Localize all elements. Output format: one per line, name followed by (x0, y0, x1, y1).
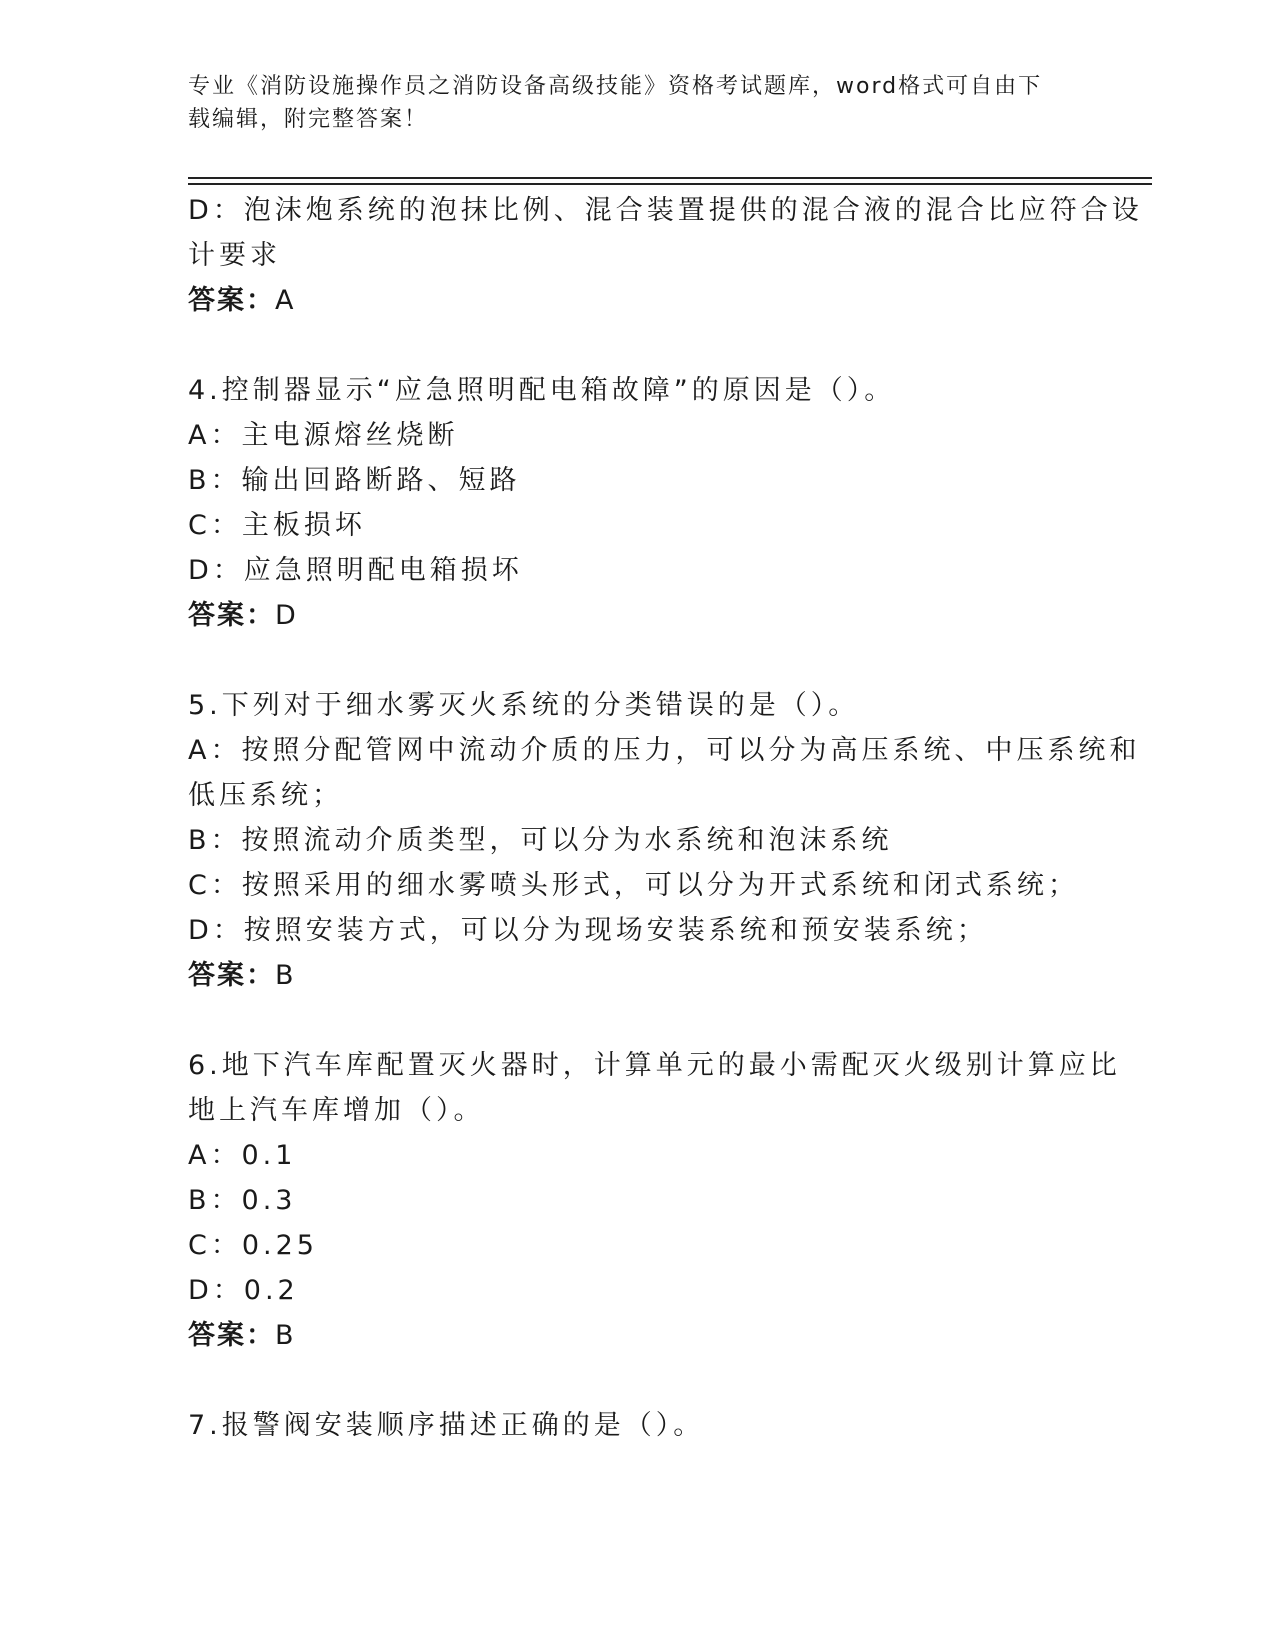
question-7 (188, 1403, 1088, 1448)
question-stem: 7.报警阀安装顺序描述正确的是（）。 (188, 1410, 705, 1441)
answer-line (188, 953, 1088, 998)
option-a: A：0.1 (188, 1140, 297, 1171)
answer-label: 答案： (188, 1320, 275, 1351)
spacer (188, 323, 1088, 368)
question-stem: 4.控制器显示“应急照明配电箱故障”的原因是（）。 (188, 375, 896, 406)
header-line-1: 专业《消防设施操作员之消防设备高级技能》资格考试题库，word格式可自由下 (188, 74, 1043, 99)
answer-label: 答案： (188, 960, 275, 991)
spacer (188, 1358, 1088, 1403)
header-divider-top (188, 177, 1152, 179)
option-a-line-1: A：按照分配管网中流动介质的压力，可以分为高压系统、中压系统和 (188, 735, 1141, 766)
answer-line (188, 593, 1088, 638)
question-stem: 5.下列对于细水雾灭火系统的分类错误的是（）。 (188, 690, 860, 721)
option-b: B：输出回路断路、短路 (188, 465, 521, 496)
question-list (188, 188, 1143, 1448)
previous-question-fragment (188, 188, 1143, 323)
header-divider-bottom (188, 183, 1152, 185)
answer-value: B (275, 1320, 294, 1351)
spacer (188, 638, 1088, 683)
question-stem-line-1: 6.地下汽车库配置灭火器时，计算单元的最小需配灭火级别计算应比 (188, 1050, 1121, 1081)
answer-label: 答案： (188, 285, 275, 316)
option-d: D：0.2 (188, 1275, 299, 1306)
question-4 (188, 368, 1088, 638)
question-stem-line-2: 地上汽车库增加（）。 (188, 1095, 485, 1126)
option-d-line-2: 计要求 (188, 240, 281, 271)
option-a: A：主电源熔丝烧断 (188, 420, 459, 451)
option-d-line-1: D：泡沫炮系统的泡抹比例、混合装置提供的混合液的混合比应符合设 (188, 195, 1143, 226)
spacer (188, 998, 1088, 1043)
option-c: C：按照采用的细水雾喷头形式，可以分为开式系统和闭式系统； (188, 870, 1079, 901)
option-c: C：0.25 (188, 1230, 318, 1261)
answer-value: D (275, 600, 296, 631)
answer-line (188, 278, 1088, 323)
question-5 (188, 683, 1141, 998)
answer-value: A (275, 285, 294, 316)
question-6 (188, 1043, 1121, 1358)
answer-value: B (275, 960, 294, 991)
option-d: D：按照安装方式，可以分为现场安装系统和预安装系统； (188, 915, 988, 946)
header-line-2: 载编辑，附完整答案！ (188, 107, 429, 132)
option-c: C：主板损坏 (188, 510, 366, 541)
option-a-line-2: 低压系统； (188, 780, 343, 811)
option-d: D：应急照明配电箱损坏 (188, 555, 523, 586)
answer-label: 答案： (188, 600, 275, 631)
option-b: B：按照流动介质类型，可以分为水系统和泡沫系统 (188, 825, 893, 856)
answer-line (188, 1313, 1088, 1358)
option-b: B：0.3 (188, 1185, 297, 1216)
document-header (188, 70, 1088, 136)
